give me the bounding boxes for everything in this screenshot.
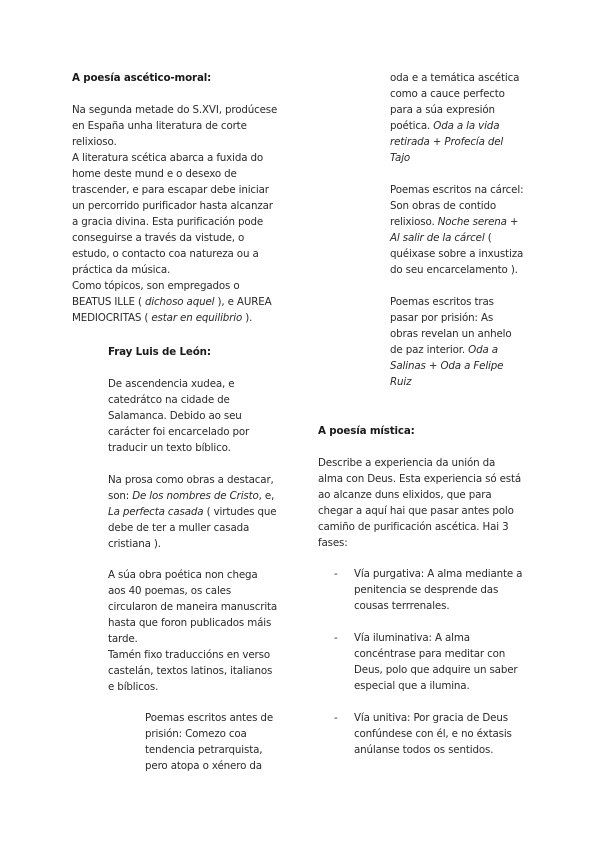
text-run: ), e AUREA: [214, 296, 272, 308]
text-line: estudo, o contacto coa natureza ou a: [72, 248, 259, 260]
bio-paragraph: [108, 376, 249, 456]
bullet-dash: -: [334, 632, 338, 644]
italic-text: Oda a la vida: [433, 120, 500, 132]
text-line: [390, 150, 519, 166]
carcel-paragraph: [390, 182, 523, 278]
text-line: alma con Deus. Esta experiencia só está: [318, 473, 522, 485]
text-run: son:: [108, 490, 133, 502]
text-line: tarde.: [108, 633, 138, 645]
italic-text: De los nombres de Cristo: [132, 490, 259, 502]
text-run: +: [425, 360, 441, 372]
italic-text: Oda a Felipe: [440, 360, 504, 372]
ascetic-intro-paragraph: [72, 102, 277, 326]
text-line: trascender, e para escapar debe iniciar: [72, 184, 269, 196]
text-line: Na prosa como obras a destacar,: [108, 474, 274, 486]
text-line: obras revelan un anhelo: [390, 328, 512, 340]
text-line: un percorrido purificador hasta alcanzar: [72, 200, 273, 212]
tras-prision-paragraph: [390, 294, 512, 390]
text-line: A súa obra poética non chega: [108, 569, 258, 581]
text-line: [390, 374, 512, 390]
text-line: pasar por prisión: As: [390, 312, 494, 324]
text-line: [108, 504, 276, 520]
text-line: Vía purgativa: A alma mediante a: [354, 568, 523, 580]
text-line: Describe a experiencia da unión da: [318, 457, 496, 469]
list-item-via-unitiva: [354, 710, 512, 758]
text-line: [108, 488, 276, 504]
text-run: MEDIOCRITAS (: [72, 312, 152, 324]
text-line: [390, 342, 512, 358]
text-line: quéixase sobre a inxustiza: [390, 248, 524, 260]
text-line: Son obras de contido: [390, 200, 497, 212]
text-line: Salamanca. Debido ao seu: [108, 410, 242, 422]
text-line: relixioso.: [72, 136, 117, 148]
text-line: [390, 358, 512, 374]
text-line: do seu encarcelamento ).: [390, 264, 518, 276]
text-line: como a cauce perfecto: [390, 88, 505, 100]
text-run: BEATUS ILLE (: [72, 296, 145, 308]
text-line: conseguirse a través da vistude, o: [72, 232, 245, 244]
text-line: penitencia se desprende das: [354, 584, 499, 596]
text-line: A literatura scética abarca a fuxida do: [72, 152, 264, 164]
italic-text: La perfecta casada: [108, 506, 204, 518]
text-line: circularon de maneira manuscrita: [108, 601, 278, 613]
italic-text: Al salir de la cárcel: [390, 232, 485, 244]
italic-text: Noche serena: [437, 216, 507, 228]
antes-prision-paragraph: [145, 710, 273, 774]
text-line: [390, 118, 519, 134]
text-run: (: [484, 232, 492, 244]
text-line: home deste mund e o desexo de: [72, 168, 237, 180]
text-line: prisión: Comezo coa: [145, 728, 247, 740]
text-line: ao alcanze duns elixidos, que para: [318, 489, 492, 501]
text-run: relixioso.: [390, 216, 438, 228]
text-run: +: [429, 136, 445, 148]
text-line: fases:: [318, 537, 348, 549]
text-line: camiño de purificación ascética. Hai 3: [318, 521, 509, 533]
ascetic-heading: A poesía ascético-moral:: [72, 72, 212, 84]
text-line: carácter foi encarcelado por: [108, 426, 250, 438]
text-line: [72, 310, 277, 326]
text-line: concéntrase para meditar con: [354, 648, 506, 660]
text-line: cristiana ).: [108, 538, 161, 550]
list-item-via-iluminativa: [354, 630, 517, 694]
text-run: , e,: [258, 490, 275, 502]
text-line: en España unha literatura de corte: [72, 120, 247, 132]
text-line: De ascendencia xudea, e: [108, 378, 235, 390]
text-line: confúndese con él, e no éxtasis: [354, 728, 512, 740]
italic-text: Oda a: [468, 344, 498, 356]
text-run: de paz interior.: [390, 344, 469, 356]
text-line: debe de ter a muller casada: [108, 522, 250, 534]
text-line: Na segunda metade do S.XVI, prodúcese: [72, 104, 278, 116]
text-run: ( virtudes que: [203, 506, 277, 518]
antes-prision-continued: [390, 70, 519, 166]
text-line: tendencia petrarquista,: [145, 744, 263, 756]
italic-text: Ruiz: [390, 376, 412, 388]
text-line: Poemas escritos tras: [390, 296, 494, 308]
text-line: Vía unitiva: Por gracia de Deus: [354, 712, 508, 724]
text-line: Como tópicos, son empregados o: [72, 280, 240, 292]
text-line: [390, 230, 523, 246]
text-line: Poemas escritos antes de: [145, 712, 274, 724]
text-line: a gracia divina. Esta purificación pode: [72, 216, 264, 228]
italic-text: Salinas: [390, 360, 426, 372]
text-line: catedrátco na cidade de: [108, 394, 230, 406]
prosa-paragraph: [108, 472, 276, 552]
text-line: e bíblicos.: [108, 681, 159, 693]
text-line: traducir un texto bíblico.: [108, 442, 231, 454]
text-run: poética.: [390, 120, 431, 132]
text-line: aos 40 poemas, os cales: [108, 585, 232, 597]
text-line: para a súa expresión: [390, 104, 495, 116]
text-line: Tamén fixo traduccións en verso: [108, 649, 270, 661]
mistica-paragraph: [318, 455, 521, 551]
text-line: práctica da música.: [72, 264, 171, 276]
italic-text: estar en equilibrio: [151, 312, 243, 324]
obra-paragraph: [108, 567, 277, 695]
text-line: cousas terrrenales.: [354, 600, 450, 612]
text-line: Deus, polo que adquire un saber: [354, 664, 518, 676]
text-line: pero atopa o xénero da: [145, 760, 262, 772]
text-line: chegar a aquí hai que pasar antes polo: [318, 505, 514, 517]
italic-text: dichoso aquel: [144, 296, 215, 308]
text-line: Poemas escritos na cárcel:: [390, 184, 524, 196]
text-line: Vía iluminativa: A alma: [354, 632, 470, 644]
text-line: especial que a ilumina.: [354, 680, 470, 692]
text-line: [390, 134, 519, 150]
italic-text: Profecía del: [444, 136, 504, 148]
italic-text: retirada: [390, 136, 430, 148]
text-line: [390, 214, 523, 230]
text-line: hasta que foron publicados máis: [108, 617, 272, 629]
mistica-heading: A poesía mística:: [318, 425, 415, 437]
bullet-dash: -: [334, 712, 338, 724]
italic-text: Tajo: [390, 152, 411, 164]
text-run: +: [506, 216, 519, 228]
text-run: ).: [242, 312, 253, 324]
bullet-dash: -: [334, 568, 338, 580]
fray-luis-heading: Fray Luis de León:: [108, 346, 211, 358]
list-item-via-purgativa: [354, 566, 522, 614]
text-line: oda e a temática ascética: [390, 72, 520, 84]
text-line: anúlanse todos os sentidos.: [354, 744, 494, 756]
text-line: castelán, textos latinos, italianos: [108, 665, 273, 677]
text-line: [72, 294, 277, 310]
